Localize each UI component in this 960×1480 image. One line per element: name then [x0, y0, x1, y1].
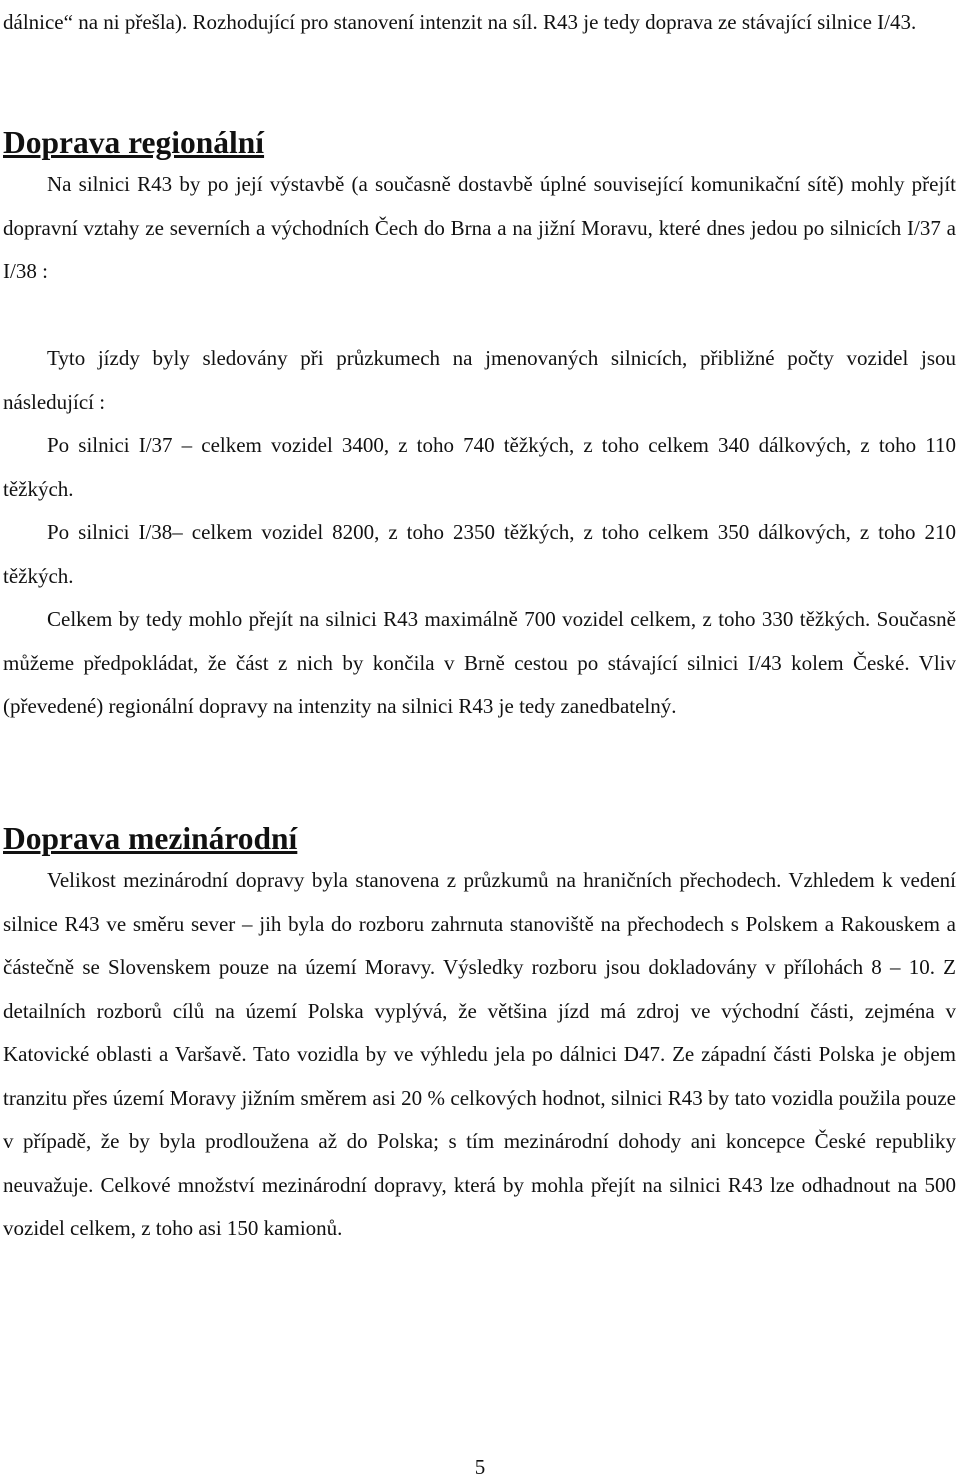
international-paragraph-1: Velikost mezinárodní dopravy byla stanovena z průzkumů na hraničních přechodech. Vzhledem k vedení silnice R43 ve směru sever – jih byla do rozboru zahrnuta stanoviště na přechodech s Polskem a Rakouskem a částečně se Slovenskem pouze na území Moravy. Výsledky rozboru jsou dokladovány v přílohách 8 – 10. Z detailních rozborů cílů na území Polska vyplývá, že většina jízd má zdroj ve východní části, zejména v Katovické oblasti a Varšavě. Tato vozidla by ve výhledu jela po dálnici D47. Ze západní části Polska je objem tranzitu přes území Moravy jižním směrem asi 20 % celkových hodnot, silnici R43 by tato vozidla použila pouze v případě, že by byla prodloužena až do Polska; s tím mezinárodní dohody ani koncepce České republiky neuvažuje. Celkové množství mezinárodní dopravy, která by mohla přejít na silnici R43 lze odhadnout na 500 vozidel celkem, z toho asi 150 kamionů. [3, 868, 956, 1240]
regional-paragraph-3: Po silnici I/37 – celkem vozidel 3400, z toho 740 těžkých, z toho celkem 340 dálkových, z toho 110 těžkých. [3, 433, 956, 501]
regional-paragraph-2: Tyto jízdy byly sledovány při průzkumech na jmenovaných silnicích, přibližné počty vozidel jsou následující : [3, 346, 956, 414]
regional-paragraph-4: Po silnici I/38– celkem vozidel 8200, z toho 2350 těžkých, z toho celkem 350 dálkových, z toho 210 těžkých. [3, 520, 956, 588]
regional-paragraph-1: Na silnici R43 by po její výstavbě (a současně dostavbě úplné související komunikační sítě) mohly přejít dopravní vztahy ze severních a východních Čech do Brna a na jižní Moravu, které dnes jedou po silnicích I/37 a I/38 : [3, 172, 956, 283]
section-heading-international: Doprava mezinárodní [3, 821, 298, 856]
section-heading-regional: Doprava regionální [3, 125, 265, 160]
page-number: 5 [474, 1455, 486, 1479]
regional-paragraph-5: Celkem by tedy mohlo přejít na silnici R43 maximálně 700 vozidel celkem, z toho 330 těžkých. Současně můžeme předpokládat, že část z nich by končila v Brně cestou po stávající silnici I/43 kolem České. Vliv (převedené) regionální dopravy na intenzity na silnici R43 je tedy zanedbatelný. [3, 607, 956, 718]
intro-paragraph: dálnice“ na ni přešla). Rozhodující pro stanovení intenzit na síl. R43 je tedy doprava ze stávající silnice I/43. [3, 10, 917, 34]
